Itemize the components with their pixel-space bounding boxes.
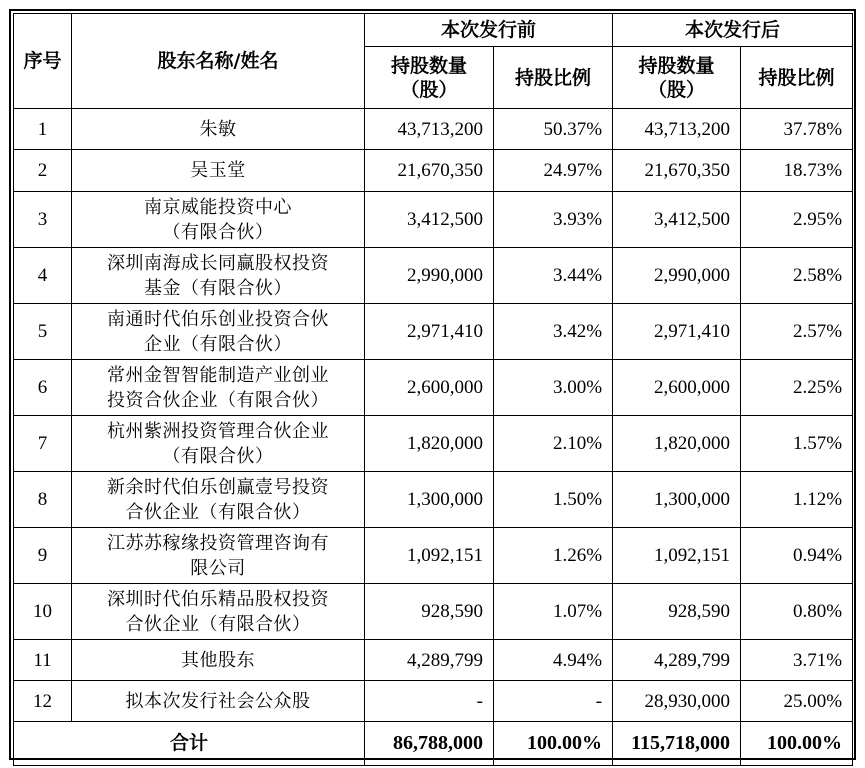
shareholder-name-line2: 企业（有限合伙） — [144, 333, 292, 355]
before-ratio: 4.94% — [494, 640, 613, 681]
header-shares-line2: （股） — [648, 78, 706, 101]
before-ratio: 3.44% — [494, 248, 613, 304]
after-ratio: 0.94% — [741, 528, 853, 584]
before-ratio: 1.07% — [494, 584, 613, 640]
total-before-shares: 86,788,000 — [365, 722, 494, 766]
row-index: 5 — [14, 304, 72, 360]
shareholder-name-line2: （有限合伙） — [162, 445, 274, 467]
before-shares: 928,590 — [365, 584, 494, 640]
table-row — [14, 528, 853, 584]
row-index: 2 — [14, 150, 72, 192]
shareholder-name — [72, 150, 365, 192]
row-index: 6 — [14, 360, 72, 416]
header-shares-line1: 持股数量 — [638, 54, 715, 77]
table-row — [14, 109, 853, 150]
after-ratio: 3.71% — [741, 640, 853, 681]
table-row — [14, 304, 853, 360]
table-row — [14, 192, 853, 248]
header-name: 股东名称/姓名 — [72, 14, 365, 109]
before-shares: 3,412,500 — [365, 192, 494, 248]
shareholder-name-line2: 限公司 — [190, 557, 246, 579]
shareholder-name — [72, 681, 365, 722]
shareholder-table — [13, 13, 853, 766]
shareholder-name-line1: 南通时代伯乐创业投资合伙 — [107, 308, 329, 330]
after-shares: 1,092,151 — [613, 528, 741, 584]
after-shares: 2,600,000 — [613, 360, 741, 416]
shareholder-name — [72, 192, 365, 248]
table-row — [14, 360, 853, 416]
shareholder-name-line2: 基金（有限合伙） — [144, 277, 292, 299]
before-ratio: 2.10% — [494, 416, 613, 472]
before-ratio: 50.37% — [494, 109, 613, 150]
shareholder-name-line2: 投资合伙企业（有限合伙） — [107, 389, 329, 411]
after-shares: 21,670,350 — [613, 150, 741, 192]
total-after-shares: 115,718,000 — [613, 722, 741, 766]
shareholder-name — [72, 472, 365, 528]
header-shares-line2: （股） — [400, 78, 458, 101]
after-ratio: 25.00% — [741, 681, 853, 722]
header-row-group — [14, 14, 853, 47]
table-row — [14, 472, 853, 528]
shareholder-name — [72, 109, 365, 150]
after-shares: 28,930,000 — [613, 681, 741, 722]
before-shares: 4,289,799 — [365, 640, 494, 681]
before-shares: 1,092,151 — [365, 528, 494, 584]
header-before-issue: 本次发行前 — [365, 14, 613, 47]
after-ratio: 1.12% — [741, 472, 853, 528]
before-ratio: - — [494, 681, 613, 722]
header-before-ratio: 持股比例 — [494, 47, 613, 109]
after-ratio: 1.57% — [741, 416, 853, 472]
before-ratio: 3.93% — [494, 192, 613, 248]
before-ratio: 3.42% — [494, 304, 613, 360]
after-ratio: 2.25% — [741, 360, 853, 416]
table-row — [14, 416, 853, 472]
before-shares: 1,820,000 — [365, 416, 494, 472]
table-row — [14, 640, 853, 681]
shareholder-name-line1: 其他股东 — [181, 649, 255, 671]
before-ratio: 3.00% — [494, 360, 613, 416]
row-index: 7 — [14, 416, 72, 472]
after-shares: 1,820,000 — [613, 416, 741, 472]
table-body — [14, 109, 853, 722]
after-ratio: 2.95% — [741, 192, 853, 248]
shareholder-name — [72, 304, 365, 360]
after-shares: 1,300,000 — [613, 472, 741, 528]
shareholder-name — [72, 248, 365, 304]
before-ratio: 1.50% — [494, 472, 613, 528]
after-ratio: 0.80% — [741, 584, 853, 640]
header-after-issue: 本次发行后 — [613, 14, 853, 47]
row-index: 1 — [14, 109, 72, 150]
after-shares: 4,289,799 — [613, 640, 741, 681]
shareholder-name-line1: 新余时代伯乐创赢壹号投资 — [107, 476, 329, 498]
shareholder-name-line1: 江苏苏稼缘投资管理咨询有 — [107, 532, 329, 554]
header-after-ratio: 持股比例 — [741, 47, 853, 109]
shareholder-name-line1: 南京威能投资中心 — [144, 196, 292, 218]
table-row — [14, 681, 853, 722]
shareholder-name-line1: 朱敏 — [199, 118, 237, 140]
row-index: 12 — [14, 681, 72, 722]
before-ratio: 24.97% — [494, 150, 613, 192]
shareholder-name-line1: 吴玉堂 — [190, 160, 246, 181]
total-label: 合计 — [14, 722, 365, 766]
before-shares: 43,713,200 — [365, 109, 494, 150]
before-shares: 1,300,000 — [365, 472, 494, 528]
shareholder-name — [72, 584, 365, 640]
total-before-ratio: 100.00% — [494, 722, 613, 766]
before-ratio: 1.26% — [494, 528, 613, 584]
shareholder-name — [72, 416, 365, 472]
before-shares: 2,600,000 — [365, 360, 494, 416]
after-shares: 43,713,200 — [613, 109, 741, 150]
total-after-ratio: 100.00% — [741, 722, 853, 766]
before-shares: 2,971,410 — [365, 304, 494, 360]
after-shares: 928,590 — [613, 584, 741, 640]
before-shares: - — [365, 681, 494, 722]
row-index: 8 — [14, 472, 72, 528]
after-ratio: 2.57% — [741, 304, 853, 360]
after-shares: 3,412,500 — [613, 192, 741, 248]
after-ratio: 37.78% — [741, 109, 853, 150]
header-after-shares — [613, 47, 741, 109]
shareholder-name-line2: （有限合伙） — [162, 221, 274, 243]
header-index: 序号 — [14, 14, 72, 109]
shareholder-name — [72, 360, 365, 416]
after-shares: 2,990,000 — [613, 248, 741, 304]
shareholder-name-line1: 常州金智智能制造产业创业 — [107, 364, 329, 386]
header-before-shares — [365, 47, 494, 109]
after-ratio: 2.58% — [741, 248, 853, 304]
table-row — [14, 248, 853, 304]
shareholder-name-line1: 拟本次发行社会公众股 — [125, 690, 311, 712]
row-index: 4 — [14, 248, 72, 304]
row-index: 9 — [14, 528, 72, 584]
total-row — [14, 722, 853, 766]
shareholder-name-line2: 合伙企业（有限合伙） — [125, 501, 311, 523]
header-shares-line1: 持股数量 — [390, 54, 467, 77]
shareholder-name — [72, 640, 365, 681]
shareholder-name-line1: 深圳南海成长同赢股权投资 — [107, 252, 329, 274]
row-index: 11 — [14, 640, 72, 681]
row-index: 3 — [14, 192, 72, 248]
row-index: 10 — [14, 584, 72, 640]
shareholder-name-line2: 合伙企业（有限合伙） — [125, 613, 311, 635]
shareholder-name-line1: 深圳时代伯乐精品股权投资 — [107, 588, 329, 610]
before-shares: 21,670,350 — [365, 150, 494, 192]
shareholder-name — [72, 528, 365, 584]
table-row — [14, 150, 853, 192]
before-shares: 2,990,000 — [365, 248, 494, 304]
shareholder-name-line1: 杭州紫洲投资管理合伙企业 — [107, 420, 329, 442]
after-ratio: 18.73% — [741, 150, 853, 192]
after-shares: 2,971,410 — [613, 304, 741, 360]
table-row — [14, 584, 853, 640]
